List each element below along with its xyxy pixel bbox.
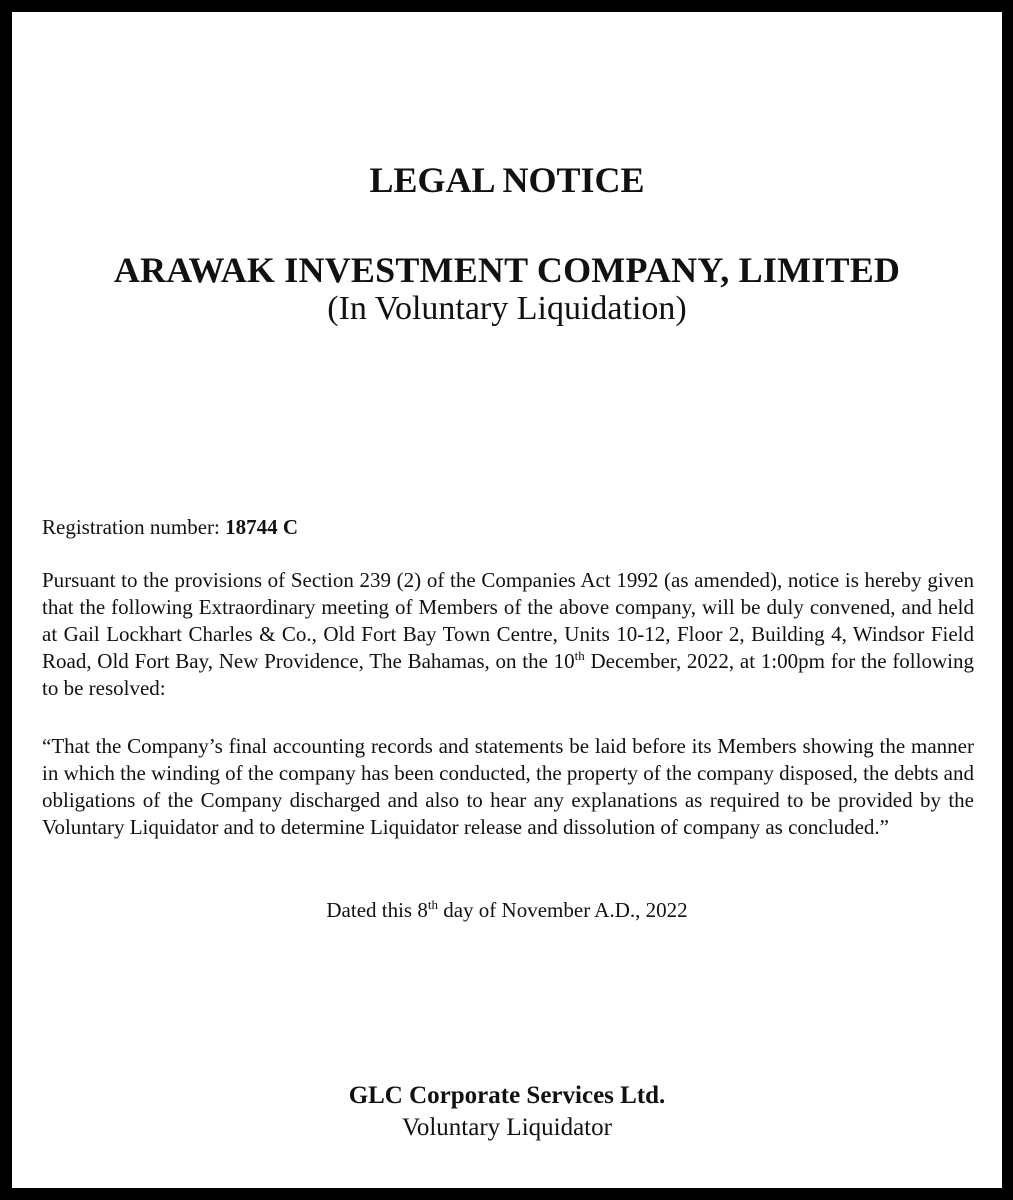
meeting-notice-text-end: December, 2022, at 1:00pm for the following to be resolved:	[42, 649, 974, 700]
company-name: ARAWAK INVESTMENT COMPANY, LIMITED	[113, 250, 901, 290]
registration-number: 18744 C	[225, 515, 299, 539]
liquidator-role: Voluntary Liquidator	[402, 1114, 612, 1141]
dated-text-end: day of November A.D., 2022	[437, 898, 688, 922]
liquidator-signature-block	[12, 1080, 1002, 1144]
ordinal-suffix: th	[574, 648, 585, 663]
liquidator-name: GLC Corporate Services Ltd.	[348, 1082, 666, 1109]
dated-line	[12, 897, 1002, 923]
registration-label: Registration number:	[42, 515, 226, 539]
legal-notice-page	[12, 12, 1002, 1188]
registration-line	[42, 514, 982, 540]
resolution-paragraph: “That the Company’s final accounting records and statements be laid before its Members showing the manner in which the winding of the company has been conducted, the property of the company disposed, the debts and obligations of the Company discharged and also to hear any explanations as required to be provided by the Voluntary Liquidator and to determine Liquidator release and dissolution of company as concluded.”	[42, 734, 974, 839]
dated-ordinal-suffix: th	[427, 897, 438, 912]
meeting-notice-text: Pursuant to the provisions of Section 239 (2) of the Companies Act 1992 (as amended), notice is hereby given that the following Extraordinary meeting of Members of the above company, will be duly convened, and held at Gail Lockhart Charles & Co., Old Fort Bay Town Centre, Units 10-12, Floor 2, Building 4, Windsor Field Road, Old Fort Bay, New Providence, The Bahamas, on the 10	[42, 568, 974, 673]
dated-text: Dated this 8	[326, 898, 428, 922]
meeting-notice-paragraph	[42, 567, 974, 702]
notice-title: LEGAL NOTICE	[369, 160, 645, 200]
liquidation-status: (In Voluntary Liquidation)	[327, 290, 687, 327]
